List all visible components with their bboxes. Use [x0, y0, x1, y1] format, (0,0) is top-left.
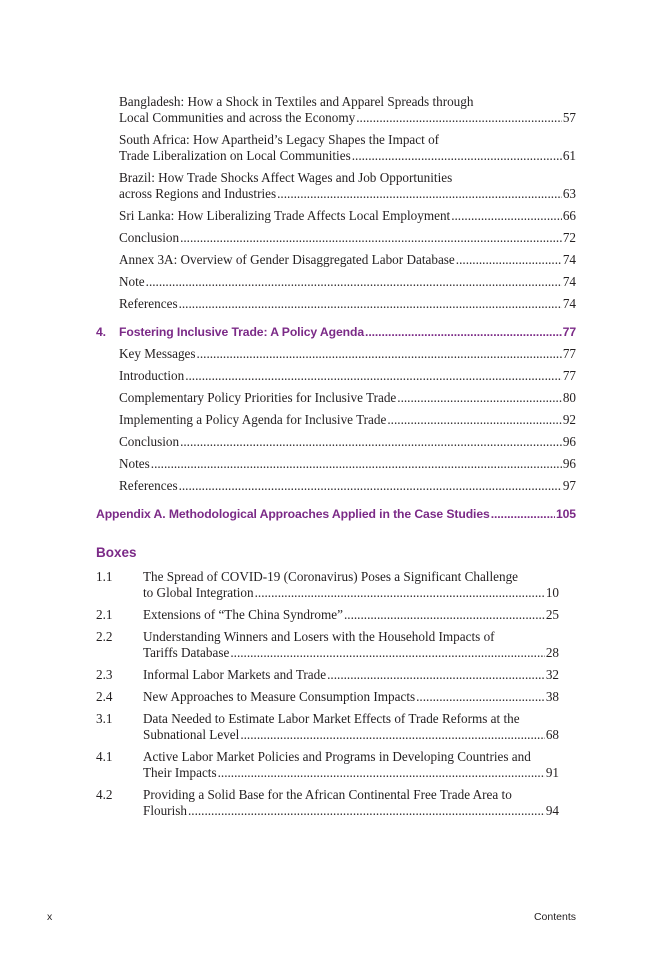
toc-entry-page: 74: [562, 296, 576, 311]
toc-entry-page: 72: [562, 230, 576, 245]
chapter-heading[interactable]: [96, 324, 576, 340]
box-page: 38: [545, 689, 559, 704]
box-entry[interactable]: [96, 667, 559, 683]
leader-dots: [451, 208, 562, 224]
toc-entry-page: 96: [562, 456, 576, 471]
toc-entry[interactable]: [119, 208, 576, 224]
toc-entry-page: 63: [562, 186, 576, 201]
leader-dots: [387, 412, 561, 428]
leader-dots: [277, 186, 562, 202]
leader-dots: [180, 434, 562, 450]
box-page: 10: [545, 585, 559, 600]
box-number: 2.3: [96, 667, 113, 682]
leader-dots: [180, 230, 562, 246]
box-title: Flourish: [143, 803, 187, 818]
appendix-heading[interactable]: [96, 506, 576, 522]
toc-entry[interactable]: [119, 296, 576, 312]
chapter-page: 77: [562, 325, 576, 339]
leader-dots: [255, 585, 545, 601]
box-number: 3.1: [96, 711, 113, 726]
toc-entry-title: Local Communities and across the Economy: [119, 110, 356, 125]
box-title: Subnational Level: [143, 727, 240, 742]
toc-entry[interactable]: [119, 434, 576, 450]
toc-entry[interactable]: [119, 412, 576, 428]
toc-entry-title: Trade Liberalization on Local Communities: [119, 148, 351, 163]
chapter-title: Fostering Inclusive Trade: A Policy Agenda: [119, 325, 365, 339]
toc-entry-title: Key Messages: [119, 346, 196, 361]
leader-dots: [416, 689, 545, 705]
toc-entry-title: Complementary Policy Priorities for Inclusive Trade: [119, 390, 397, 405]
toc-entry[interactable]: [119, 94, 576, 126]
toc-entry-page: 66: [562, 208, 576, 223]
toc-entry-page: 96: [562, 434, 576, 449]
leader-dots: [151, 456, 562, 472]
toc-entry[interactable]: [119, 456, 576, 472]
toc-entry-page: 97: [562, 478, 576, 493]
leader-dots: [356, 110, 562, 126]
box-title-line: Providing a Solid Base for the African Continental Free Trade Area to: [143, 787, 512, 802]
leader-dots: [344, 607, 545, 623]
leader-dots: [179, 296, 562, 312]
leader-dots: [146, 274, 562, 290]
appendix-page: 105: [555, 507, 576, 521]
box-entry[interactable]: [96, 787, 559, 819]
footer-page-number: x: [47, 911, 53, 923]
leader-dots: [197, 346, 562, 362]
toc-entry-page: 92: [562, 412, 576, 427]
footer-section: Contents: [533, 911, 576, 923]
box-entry[interactable]: [96, 711, 559, 743]
box-title: Their Impacts: [143, 765, 217, 780]
toc-entry-page: 74: [562, 274, 576, 289]
toc-entry-page: 77: [562, 368, 576, 383]
appendix-title: Appendix A. Methodological Approaches Applied in the Case Studies: [96, 507, 490, 521]
toc-entry[interactable]: [119, 346, 576, 362]
toc-entry-title: Introduction: [119, 368, 185, 383]
toc-entry-page: 74: [562, 252, 576, 267]
toc-entry[interactable]: [119, 170, 576, 202]
toc-entry-title: Annex 3A: Overview of Gender Disaggregated Labor Database: [119, 252, 455, 267]
box-title: to Global Integration: [143, 585, 254, 600]
box-entry[interactable]: [96, 569, 559, 601]
box-page: 94: [545, 803, 559, 818]
box-page: 91: [545, 765, 559, 780]
toc-entry[interactable]: [119, 132, 576, 164]
toc-entry-title: Conclusion: [119, 230, 180, 245]
toc-entry-title: Implementing a Policy Agenda for Inclusive Trade: [119, 412, 387, 427]
box-entry[interactable]: [96, 689, 559, 705]
leader-dots: [240, 727, 544, 743]
toc-entry-title: Notes: [119, 456, 150, 471]
box-title: Tariffs Database: [143, 645, 230, 660]
toc-entry-title-line: South Africa: How Apartheid’s Legacy Shapes the Impact of: [119, 132, 440, 147]
box-entry[interactable]: [96, 749, 559, 781]
box-title: Informal Labor Markets and Trade: [143, 667, 327, 682]
box-page: 28: [545, 645, 559, 660]
toc-entry[interactable]: [119, 252, 576, 268]
leader-dots: [397, 390, 562, 406]
box-title: New Approaches to Measure Consumption Impacts: [143, 689, 416, 704]
leader-dots: [491, 506, 555, 522]
toc-entry-title: Note: [119, 274, 145, 289]
box-entry[interactable]: [96, 629, 559, 661]
toc-entry[interactable]: [119, 368, 576, 384]
leader-dots: [230, 645, 544, 661]
box-page: 25: [545, 607, 559, 622]
box-number: 4.1: [96, 749, 113, 764]
toc-entry-title-line: Bangladesh: How a Shock in Textiles and Apparel Spreads through: [119, 94, 474, 109]
box-title-line: Data Needed to Estimate Labor Market Effects of Trade Reforms at the: [143, 711, 520, 726]
toc-entry-title: References: [119, 296, 178, 311]
box-page: 68: [545, 727, 559, 742]
toc-entry-page: 61: [562, 148, 576, 163]
box-title-line: Active Labor Market Policies and Programs in Developing Countries and: [143, 749, 531, 764]
box-number: 2.2: [96, 629, 113, 644]
toc-entry-title: across Regions and Industries: [119, 186, 277, 201]
toc-entry-title-line: Brazil: How Trade Shocks Affect Wages and Job Opportunities: [119, 170, 453, 185]
toc-entry[interactable]: [119, 274, 576, 290]
toc-entry-page: 77: [562, 346, 576, 361]
toc-entry-title: Sri Lanka: How Liberalizing Trade Affects Local Employment: [119, 208, 451, 223]
leader-dots: [352, 148, 562, 164]
boxes-heading: Boxes: [96, 545, 137, 560]
toc-entry[interactable]: [119, 230, 576, 246]
leader-dots: [188, 803, 545, 819]
toc-entry-title: Conclusion: [119, 434, 180, 449]
toc-entry[interactable]: [119, 478, 576, 494]
chapter-number: 4.: [96, 325, 106, 339]
box-page: 32: [545, 667, 559, 682]
toc-entry[interactable]: [119, 390, 576, 406]
leader-dots: [327, 667, 545, 683]
box-title: Extensions of “The China Syndrome”: [143, 607, 343, 622]
box-number: 1.1: [96, 569, 113, 584]
toc-entry-page: 80: [562, 390, 576, 405]
leader-dots: [185, 368, 562, 384]
toc-entry-page: 57: [562, 110, 576, 125]
box-number: 4.2: [96, 787, 113, 802]
box-number: 2.4: [96, 689, 113, 704]
leader-dots: [456, 252, 562, 268]
box-entry[interactable]: [96, 607, 559, 623]
leader-dots: [179, 478, 562, 494]
box-title-line: Understanding Winners and Losers with the Household Impacts of: [143, 629, 495, 644]
leader-dots: [218, 765, 545, 781]
leader-dots: [365, 324, 562, 340]
box-number: 2.1: [96, 607, 113, 622]
toc-entry-title: References: [119, 478, 178, 493]
box-title-line: The Spread of COVID-19 (Coronavirus) Poses a Significant Challenge: [143, 569, 519, 584]
